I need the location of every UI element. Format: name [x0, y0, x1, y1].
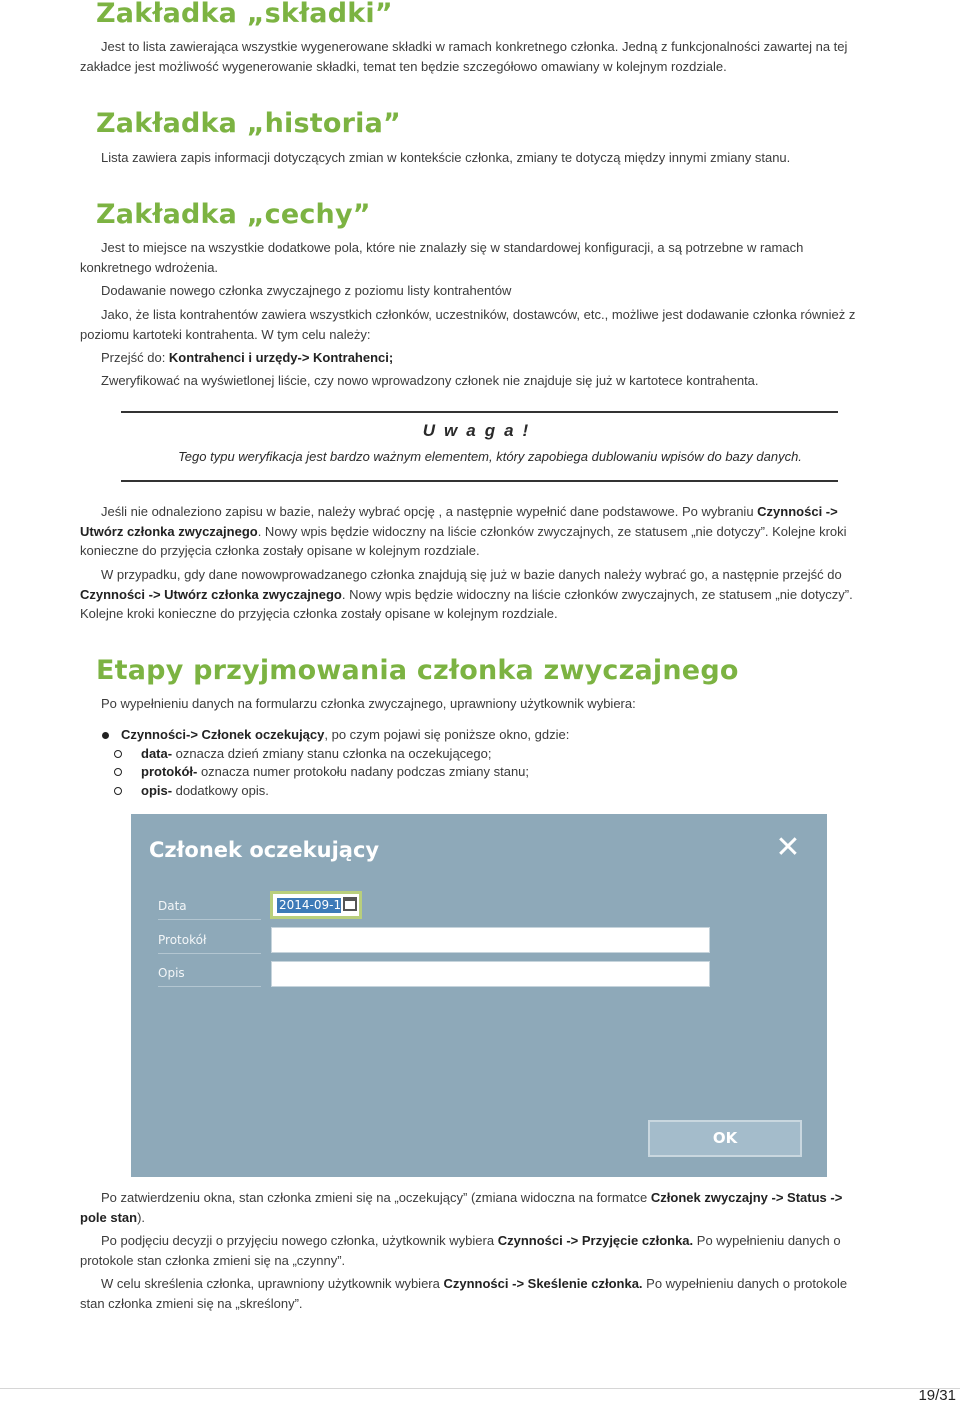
- footer-rule: [0, 1388, 960, 1389]
- list-item-data: data- oznacza dzień zmiany stanu członka na oczekującego;: [100, 745, 569, 764]
- note-title: Uwaga!: [422, 421, 538, 440]
- paragraph-closing-2: Po podjęciu decyzji o przyjęciu nowego członka, użytkownik wybiera Czynności -> Przyjęcie członka. Po wypełnieniu danych o protokole stan członka zmieni się na „czynny”.: [80, 1233, 841, 1268]
- paragraph-cechy-3: Jako, że lista kontrahentów zawiera wszystkich członków, uczestników, dostawców, etc., możliwe jest dodawanie członka również z poziomu kartoteki kontrahenta. W tym celu należy:: [80, 307, 856, 342]
- heading-historia: Zakładka „historia”: [96, 108, 401, 139]
- label-data: Data: [158, 899, 261, 920]
- note-top-rule: [121, 411, 838, 413]
- paragraph-cechy-4: Przejść do: Kontrahenci i urzędy-> Kontrahenci;: [101, 350, 394, 365]
- sub-list: [100, 745, 569, 801]
- label-protokol: Protokół: [158, 933, 261, 954]
- heading-cechy: Zakładka „cechy”: [96, 199, 371, 230]
- heading-etapy: Etapy przyjmowania członka zwyczajnego: [96, 655, 739, 686]
- paragraph-closing-1: Po zatwierdzeniu okna, stan członka zmieni się na „oczekujący” (zmiana widoczna na formatce Członek zwyczajny -> Status -> pole stan).: [80, 1190, 843, 1225]
- paragraph-closing-3: W celu skreślenia członka, uprawniony użytkownik wybiera Czynności -> Skeślenie członka. Po wypełnieniu danych o protokole stan członka zmieni się na „skreślony”.: [80, 1276, 848, 1311]
- opis-input[interactable]: [271, 961, 710, 987]
- list-item: Czynności-> Członek oczekujący, po czym pojawi się poniższe okno, gdzie: data- oznacza dzień zmiany stanu członka na oczekującego; protokół- oznacza numer protokołu nadany podczas zmiany stanu; opis- dodatkowy opis.: [100, 726, 569, 800]
- paragraph-cechy-5: Zweryfikować na wyświetlonej liście, czy nowo wprowadzony członek nie znajduje się już w kartotece kontrahenta.: [101, 373, 759, 388]
- date-value: 2014-09-18: [279, 898, 349, 912]
- paragraph-after-note-1: Jeśli nie odnaleziono zapisu w bazie, należy wybrać opcję , a następnie wypełnić dane podstawowe. Po wybraniu Czynności -> Utwórz członka zwyczajnego. Nowy wpis będzie widoczny na liście członków zwyczajnych, ze statusem „nie dotyczy”. Kolejne kroki konieczne do przyjęcia członka zostały opisane w kolejnym rozdziale.: [80, 504, 847, 558]
- paragraph-historia: Lista zawiera zapis informacji dotyczących zmian w kontekście członka, zmiany te dotyczą między innymi zmiany stanu.: [101, 150, 791, 165]
- paragraph-skladki: Jest to lista zawierająca wszystkie wygenerowane składki w ramach konkretnego członka. Jedną z funkcjonalności zawartej na tej zakładce jest możliwość wygenerowanie składki, temat ten będzie szczegółowo omawiany w kolejnym rozdziale.: [80, 39, 848, 74]
- protokol-input[interactable]: [271, 927, 710, 953]
- page-number: 19/31: [918, 1387, 956, 1404]
- paragraph-etapy-intro: Po wypełnieniu danych na formularzu członka zwyczajnego, uprawniony użytkownik wybiera:: [101, 696, 636, 711]
- dialog-czlonek-oczekujacy: [131, 814, 827, 1177]
- steps-list: [100, 726, 569, 800]
- heading-skladki: Zakładka „składki”: [96, 0, 393, 29]
- list-item-protokol: protokół- oznacza numer protokołu nadany podczas zmiany stanu;: [100, 763, 569, 782]
- list-item-opis: opis- dodatkowy opis.: [100, 782, 569, 801]
- note-text: Tego typu weryfikacja jest bardzo ważnym elementem, który zapobiega dublowaniu wpisów do bazy danych.: [178, 449, 802, 464]
- label-opis: Opis: [158, 966, 261, 987]
- paragraph-cechy-1: Jest to miejsce na wszystkie dodatkowe pola, które nie znalazły się w standardowej konfiguracji, a są potrzebne w ramach konkretnego wdrożenia.: [80, 240, 804, 275]
- menu-path-kontrahenci: Kontrahenci i urzędy-> Kontrahenci;: [168, 350, 394, 365]
- paragraph-cechy-2: Dodawanie nowego członka zwyczajnego z poziomu listy kontrahentów: [101, 283, 512, 298]
- ok-button[interactable]: OK: [648, 1120, 802, 1157]
- date-field[interactable]: [270, 891, 362, 919]
- paragraph-after-note-2: W przypadku, gdy dane nowowprowadzanego członka znajdują się już w bazie danych należy wybrać go, a następnie przejść do Czynności -> Utwórz członka zwyczajnego. Nowy wpis będzie widoczny na liście członków zwyczajnych, ze statusem „nie dotyczy”. Kolejne kroki konieczne do przyjęcia członka zostały opisane w kolejnym rozdziale.: [80, 567, 853, 621]
- close-icon[interactable]: ✕: [775, 830, 801, 865]
- dialog-title: Członek oczekujący: [149, 838, 380, 862]
- calendar-icon[interactable]: [343, 897, 357, 911]
- note-bottom-rule: [121, 480, 838, 482]
